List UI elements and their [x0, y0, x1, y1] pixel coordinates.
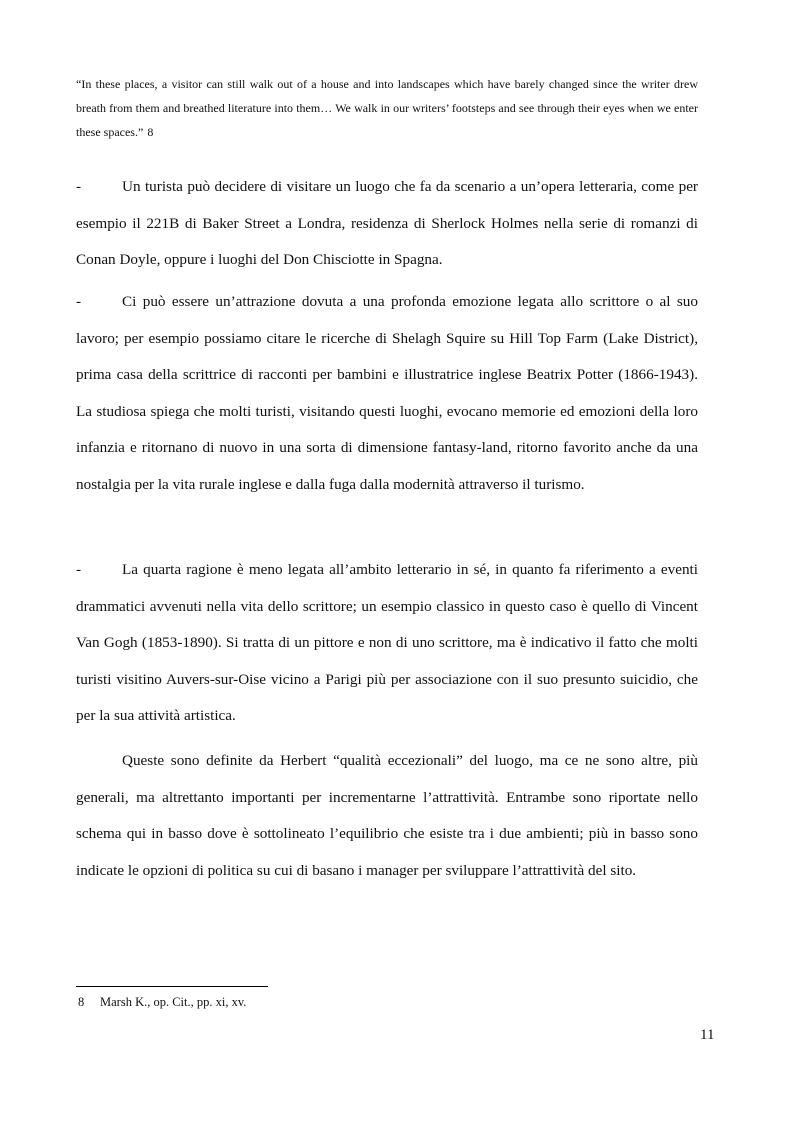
paragraph-text: Un turista può decidere di visitare un luogo che fa da scenario a un’opera letteraria, come per esempio il 221B di Baker Street a Londra, residenza di Sherlock Holmes nella serie di romanzi di Conan Doyle, oppure i luoghi del Don Chisciotte in Spagna.: [76, 178, 698, 268]
footnote-separator: [76, 986, 268, 987]
bullet-paragraph-1: [76, 169, 698, 279]
quote-text: “In these places, a visitor can still walk out of a house and into landscapes which have barely changed since the writer drew breath from them and breathed literature into them… We walk in our writers’ footsteps and see through their eyes when we enter these spaces.”: [76, 77, 698, 139]
footnote-reference: 8: [147, 125, 154, 139]
bullet-paragraph-2: [76, 284, 698, 503]
footnote: [78, 994, 246, 1010]
paragraph-text: Queste sono definite da Herbert “qualità eccezionali” del luogo, ma ce ne sono altre, più generali, ma altrettanto importanti per incrementarne l’attrattività. Entrambe sono riportate nello schema qui in basso dove è sottolineato l’equilibrio che esiste tra i due ambienti; più in basso sono indicate le opzioni di politica su cui di basano i manager per sviluppare l’attrattività del sito.: [76, 752, 698, 879]
bullet-dash: -: [76, 178, 82, 195]
bullet-dash: -: [76, 293, 82, 310]
footnote-text: Marsh K., op. Cit., pp. xi, xv.: [100, 995, 247, 1009]
page-number: 11: [700, 1027, 715, 1043]
bullet-dash: -: [76, 561, 82, 578]
footnote-number: 8: [78, 995, 85, 1009]
body-paragraph: [76, 743, 698, 889]
bullet-paragraph-3: [76, 552, 698, 735]
block-quote: [76, 72, 698, 144]
paragraph-text: La quarta ragione è meno legata all’ambito letterario in sé, in quanto fa riferimento a eventi drammatici avvenuti nella vita dello scrittore; un esempio classico in questo caso è quello di Vincent Van Gogh (1853-1890). Si tratta di un pittore e non di uno scrittore, ma è indicativo il fatto che molti turisti visitino Auvers-sur-Oise vicino a Parigi più per associazione con il suo presunto suicidio, che per la sua attività artistica.: [76, 561, 698, 724]
paragraph-text: Ci può essere un’attrazione dovuta a una profonda emozione legata allo scrittore o al suo lavoro; per esempio possiamo citare le ricerche di Shelagh Squire su Hill Top Farm (Lake District), prima casa della scrittrice di racconti per bambini e illustratrice inglese Beatrix Potter (1866-1943). La studiosa spiega che molti turisti, visitando questi luoghi, evocano memorie ed emozioni della loro infanzia e ritornano di nuovo in una sorta di dimensione fantasy-land, ritorno favorito anche da una nostalgia per la vita rurale inglese e dalla fuga dalla modernità attraverso il turismo.: [76, 293, 698, 493]
